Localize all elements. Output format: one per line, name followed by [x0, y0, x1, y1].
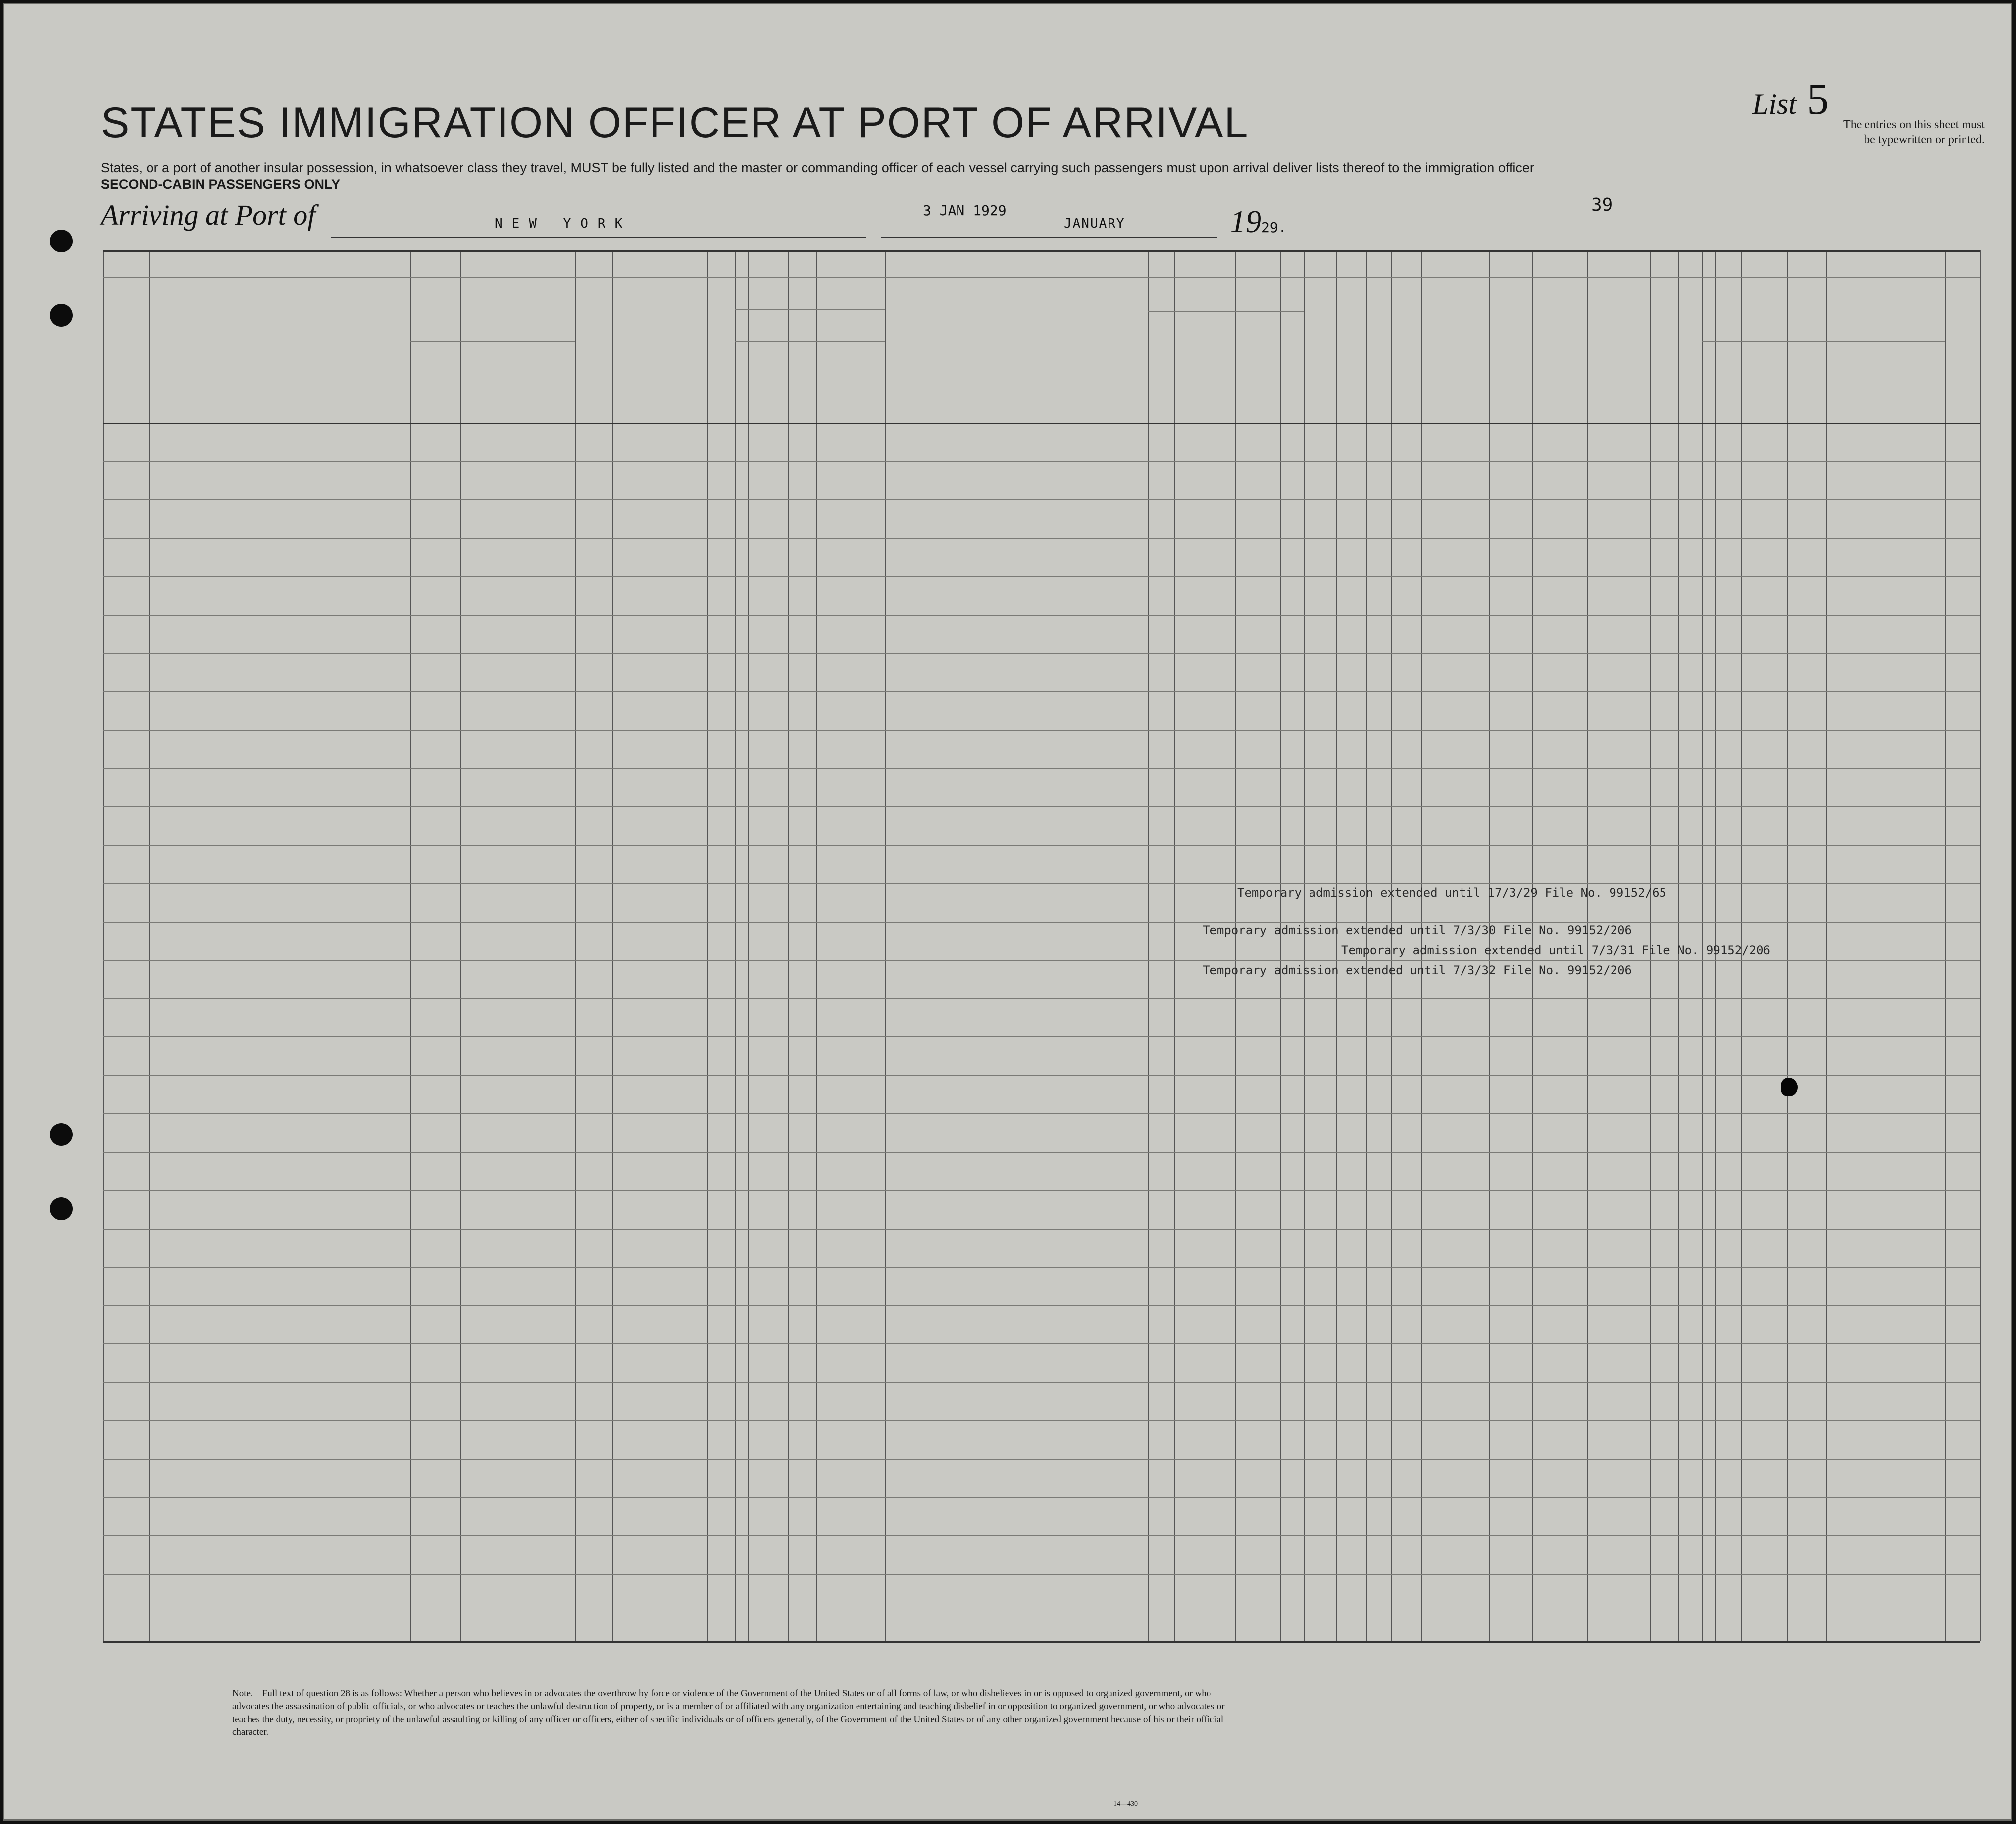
grid-line	[103, 806, 1980, 807]
grid-line	[103, 845, 1980, 846]
grid-line	[748, 250, 749, 1641]
page-title: STATES IMMIGRATION OFFICER AT PORT OF ARRIVAL	[101, 99, 1249, 147]
temporary-admission-stamp: Temporary admission extended until 17/3/29 File No. 99152/65	[1237, 886, 1666, 900]
grid-line	[103, 576, 1980, 577]
grid-line	[103, 1152, 1980, 1153]
grid-line	[1174, 250, 1175, 1641]
grid-line	[103, 1574, 1980, 1575]
grid-line	[103, 461, 1980, 462]
stamp-date: 7/3/31	[1584, 943, 1642, 957]
grid-line	[149, 250, 150, 1641]
subtitle-class: SECOND-CABIN PASSENGERS ONLY	[101, 177, 341, 192]
grid-line	[103, 1343, 1980, 1344]
grid-line	[735, 341, 885, 342]
stamp-file-no: 99152/206	[1699, 943, 1770, 957]
stamp-date: 7/3/32	[1446, 963, 1503, 977]
grid-line	[103, 1641, 1980, 1643]
punch-hole	[50, 1123, 73, 1146]
grid-line	[103, 730, 1980, 731]
grid-line	[1336, 250, 1337, 1641]
grid-line	[707, 250, 708, 1641]
stamp-file-no: 99152/206	[1560, 963, 1632, 977]
grid-line	[103, 1036, 1980, 1037]
grid-line	[103, 1420, 1980, 1421]
sheet-number: 39	[1591, 195, 1613, 215]
grid-line	[1148, 250, 1149, 1641]
grid-line	[103, 1075, 1980, 1076]
grid-line	[103, 1229, 1980, 1230]
grid-line	[1148, 311, 1304, 312]
grid-line	[1702, 341, 1741, 342]
arriving-label: Arriving at Port of	[101, 199, 316, 231]
grid-line	[103, 499, 1980, 500]
temporary-admission-stamp: Temporary admission extended until 7/3/30 File No. 99152/206	[1203, 923, 1632, 937]
grid-line	[103, 768, 1980, 769]
grid-line	[103, 922, 1980, 923]
grid-line	[410, 250, 411, 1641]
stamp-file-no: 99152/206	[1560, 923, 1632, 937]
grid-line	[1980, 250, 1981, 1641]
grid-line	[103, 1190, 1980, 1191]
stamp-date: 7/3/30	[1446, 923, 1503, 937]
grid-line	[103, 250, 104, 1641]
stamp-file-no: 99152/65	[1602, 886, 1666, 900]
grid-line	[103, 250, 1980, 252]
form-number: 14—430	[1113, 1800, 1138, 1808]
grid-line	[612, 250, 613, 1641]
grid-line	[1304, 250, 1305, 1641]
grid-line	[735, 250, 736, 1641]
grid-line	[788, 250, 789, 1641]
temporary-admission-stamp: Temporary admission extended until 7/3/32 File No. 99152/206	[1203, 963, 1632, 977]
grid-line	[410, 341, 575, 342]
grid-line	[103, 691, 1980, 692]
grid-line	[103, 653, 1980, 654]
grid-line	[103, 538, 1980, 539]
punch-hole	[50, 230, 73, 252]
grid-line	[103, 1305, 1980, 1306]
grid-line	[103, 1459, 1980, 1460]
grid-line	[103, 1113, 1980, 1114]
grid-line	[103, 423, 1980, 424]
grid-line	[103, 1497, 1980, 1498]
grid-line	[103, 1382, 1980, 1383]
grid-line	[1826, 250, 1827, 1641]
grid-line	[103, 1267, 1980, 1268]
entries-note: The entries on this sheet must be typewritten or printed.	[1843, 118, 1985, 146]
grid-line	[816, 250, 817, 1641]
grid-line	[1787, 250, 1788, 1641]
grid-line	[103, 998, 1980, 999]
grid-line	[1787, 341, 1945, 342]
punch-hole	[50, 304, 73, 327]
grid-line	[460, 250, 461, 1641]
grid-line	[103, 883, 1980, 884]
arrival-month: JANUARY	[1064, 216, 1125, 231]
grid-line	[575, 250, 576, 1641]
arrival-year: 1929.	[1230, 204, 1287, 239]
punch-hole	[50, 1197, 73, 1220]
grid-line	[1741, 341, 1787, 342]
footnote: Note.—Full text of question 28 is as follows: Whether a person who believes in or advocates the overthrow by force or violence of the Government of the United States or of all forms of law, or who disbelieves in or is opposed to organized government, or who advocates the assassination of public officials, or who advocates or teaches the unlawful destruction of property, or is a member of or affiliated with any organization entertaining and teaching disbelief in or opposition to organized government, or who advocates or teaches the duty, necessity, or propriety of the unlawful assaulting or killing of any officer or officers, either of specific individuals or of officers generally, of the Government of the United States or of any other organized government because of his or their official character.	[232, 1688, 1225, 1737]
manifest-sheet	[3, 3, 2012, 1821]
grid-line	[103, 277, 1980, 278]
grid-line	[735, 309, 885, 310]
grid-line	[1280, 250, 1281, 1641]
port-name: NEW YORK	[495, 216, 632, 231]
subtitle: States, or a port of another insular possession, in whatsoever class they travel, MUST be fully listed and the master or commanding officer of each vessel carrying such passengers must upon arrival deliver lists thereof to the immigration officer	[101, 160, 1534, 175]
grid-line	[103, 1535, 1980, 1536]
ink-blot	[1781, 1078, 1798, 1096]
grid-line	[885, 250, 886, 1641]
temporary-admission-stamp: Temporary admission extended until 7/3/31 File No. 99152/206	[1341, 943, 1770, 957]
stamp-date: 17/3/29	[1480, 886, 1545, 900]
grid-line	[1945, 250, 1946, 1641]
list-number: List 5	[1752, 75, 1829, 124]
arrival-stamp-date: 3 JAN 1929	[923, 202, 1007, 219]
grid-line	[1235, 250, 1236, 1641]
grid-line	[103, 615, 1980, 616]
grid-line	[103, 960, 1980, 961]
